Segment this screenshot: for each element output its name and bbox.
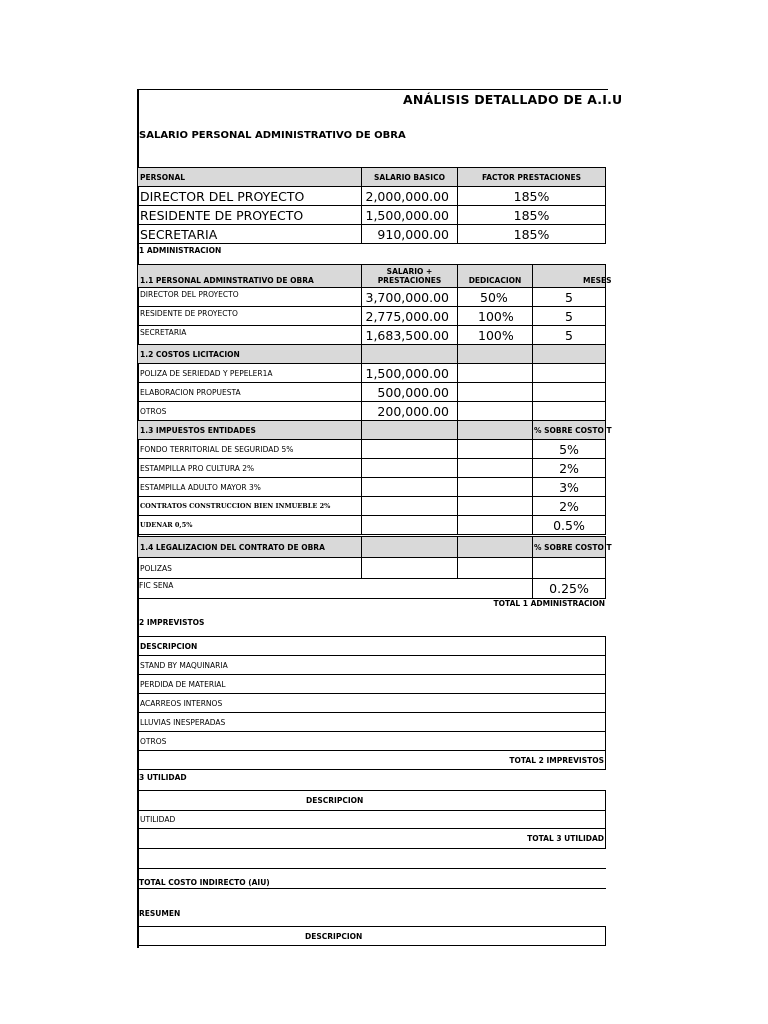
licitacion-row-name[interactable]: ELABORACION PROPUESTA <box>137 382 362 402</box>
col-header-factor-prestaciones: FACTOR PRESTACIONES <box>457 167 606 187</box>
empty-cell[interactable] <box>457 363 533 383</box>
personal-row-dedicacion[interactable]: 50% <box>457 287 533 307</box>
impuestos-header: 1.3 IMPUESTOS ENTIDADES <box>137 420 362 440</box>
empty-cell[interactable] <box>361 439 458 459</box>
empty-cell[interactable] <box>361 496 458 516</box>
imprevisto-row[interactable]: ACARREOS INTERNOS <box>137 693 606 713</box>
empty-cell[interactable] <box>457 401 533 421</box>
col-header-pct-costo: % SOBRE COSTO T <box>532 420 606 440</box>
empty-cell[interactable] <box>457 557 533 579</box>
col-header-dedicacion: DEDICACION <box>457 264 533 288</box>
impuesto-row-pct[interactable]: 0.5% <box>532 515 606 535</box>
personal-row-name[interactable]: RESIDENTE DE PROYECTO <box>137 306 362 326</box>
imprevisto-row[interactable]: OTROS <box>137 731 606 751</box>
salario-row-factor[interactable]: 185% <box>457 224 606 244</box>
licitacion-header: 1.2 COSTOS LICITACION <box>137 344 362 364</box>
empty-cell[interactable] <box>532 363 606 383</box>
empty-cell[interactable] <box>532 401 606 421</box>
resumen-section-title: RESUMEN <box>139 909 181 918</box>
impuesto-row-name[interactable]: ESTAMPILLA ADULTO MAYOR 3% <box>137 477 362 497</box>
personal-row-value[interactable]: 2,775,000.00 <box>361 306 458 326</box>
legalizacion-header: 1.4 LEGALIZACION DEL CONTRATO DE OBRA <box>137 536 362 558</box>
gray-cell <box>532 344 606 364</box>
impuesto-row-pct[interactable]: 5% <box>532 439 606 459</box>
gray-cell <box>361 420 458 440</box>
personal-row-value[interactable]: 1,683,500.00 <box>361 325 458 345</box>
impuesto-row-name[interactable]: FONDO TERRITORIAL DE SEGURIDAD 5% <box>137 439 362 459</box>
total-utilidad-label: TOTAL 3 UTILIDAD <box>137 828 606 849</box>
legalizacion-row-name[interactable]: POLIZAS <box>137 557 362 579</box>
page-title: ANÁLISIS DETALLADO DE A.I.U <box>403 92 623 107</box>
licitacion-row-name[interactable]: POLIZA DE SERIEDAD Y PEPELER1A <box>137 363 362 383</box>
personal-row-value[interactable]: 3,700,000.00 <box>361 287 458 307</box>
empty-cell[interactable] <box>361 477 458 497</box>
empty-cell[interactable] <box>457 515 533 535</box>
empty-cell[interactable] <box>361 458 458 478</box>
licitacion-row-value[interactable]: 1,500,000.00 <box>361 363 458 383</box>
licitacion-row-value[interactable]: 500,000.00 <box>361 382 458 402</box>
personal-row-meses[interactable]: 5 <box>532 306 606 326</box>
empty-cell[interactable] <box>457 458 533 478</box>
empty-cell[interactable] <box>361 557 458 579</box>
admin-section-title: 1 ADMINISTRACION <box>139 246 222 255</box>
personal-admin-header: 1.1 PERSONAL ADMINSTRATIVO DE OBRA <box>137 264 362 288</box>
resumen-header-descripcion: DESCRIPCION <box>137 926 606 946</box>
salario-row-name[interactable]: RESIDENTE DE PROYECTO <box>137 205 362 225</box>
impuesto-row-pct[interactable]: 3% <box>532 477 606 497</box>
impuesto-row-pct[interactable]: 2% <box>532 458 606 478</box>
salario-row-value[interactable]: 910,000.00 <box>361 224 458 244</box>
gray-cell <box>361 536 458 558</box>
salario-row-name[interactable]: SECRETARIA <box>137 224 362 244</box>
gray-cell <box>457 536 533 558</box>
col-header-personal: PERSONAL <box>137 167 362 187</box>
legalizacion-row-pct[interactable]: 0.25% <box>532 578 606 599</box>
licitacion-row-value[interactable]: 200,000.00 <box>361 401 458 421</box>
imprevisto-row[interactable]: STAND BY MAQUINARIA <box>137 655 606 675</box>
col-header-salario-prestaciones: SALARIO + PRESTACIONES <box>361 264 458 288</box>
imprevistos-header-descripcion: DESCRIPCION <box>137 636 606 656</box>
utilidad-row[interactable]: UTILIDAD <box>137 810 606 829</box>
impuesto-row-name[interactable]: ESTAMPILLA PRO CULTURA 2% <box>137 458 362 478</box>
personal-row-dedicacion[interactable]: 100% <box>457 306 533 326</box>
salario-row-name[interactable]: DIRECTOR DEL PROYECTO <box>137 186 362 206</box>
empty-cell[interactable] <box>457 496 533 516</box>
col-header-pct-costo: % SOBRE COSTO T <box>532 536 606 558</box>
total-administracion-label: TOTAL 1 ADMINISTRACION <box>493 599 605 608</box>
impuesto-row-name[interactable]: CONTRATOS CONSTRUCCION BIEN INMUEBLE 2% <box>137 496 362 516</box>
legalizacion-row-name[interactable]: FIC SENA <box>139 581 174 590</box>
salario-row-value[interactable]: 1,500,000.00 <box>361 205 458 225</box>
personal-row-meses[interactable]: 5 <box>532 287 606 307</box>
empty-cell[interactable] <box>457 439 533 459</box>
imprevistos-section-title: 2 IMPREVISTOS <box>139 618 205 627</box>
utilidad-section-title: 3 UTILIDAD <box>139 773 187 782</box>
empty-cell[interactable] <box>457 477 533 497</box>
salario-row-value[interactable]: 2,000,000.00 <box>361 186 458 206</box>
imprevisto-row[interactable]: LLUVIAS INESPERADAS <box>137 712 606 732</box>
salario-row-factor[interactable]: 185% <box>457 205 606 225</box>
utilidad-header-descripcion: DESCRIPCION <box>137 790 606 811</box>
impuesto-row-name[interactable]: UDENAR 0,5% <box>137 515 362 535</box>
legalizacion-row-pct[interactable] <box>532 557 606 579</box>
licitacion-row-name[interactable]: OTROS <box>137 401 362 421</box>
col-header-salario-basico: SALARIO BASICO <box>361 167 458 187</box>
divider <box>137 888 606 889</box>
personal-row-dedicacion[interactable]: 100% <box>457 325 533 345</box>
personal-row-meses[interactable]: 5 <box>532 325 606 345</box>
personal-row-name[interactable]: DIRECTOR DEL PROYECTO <box>137 287 362 307</box>
gray-cell <box>457 420 533 440</box>
impuesto-row-pct[interactable]: 2% <box>532 496 606 516</box>
gray-cell <box>457 344 533 364</box>
empty-cell[interactable] <box>532 382 606 402</box>
salario-section-title: SALARIO PERSONAL ADMINISTRATIVO DE OBRA <box>139 130 406 141</box>
empty-cell[interactable] <box>361 515 458 535</box>
divider <box>137 868 606 869</box>
personal-row-name[interactable]: SECRETARIA <box>137 325 362 345</box>
salario-row-factor[interactable]: 185% <box>457 186 606 206</box>
total-costo-indirecto-label: TOTAL COSTO INDIRECTO (AIU) <box>139 878 270 887</box>
total-imprevistos-label: TOTAL 2 IMPREVISTOS <box>137 750 606 770</box>
imprevisto-row[interactable]: PERDIDA DE MATERIAL <box>137 674 606 694</box>
col-header-meses: MESES <box>532 264 606 288</box>
empty-cell[interactable] <box>457 382 533 402</box>
gray-cell <box>361 344 458 364</box>
